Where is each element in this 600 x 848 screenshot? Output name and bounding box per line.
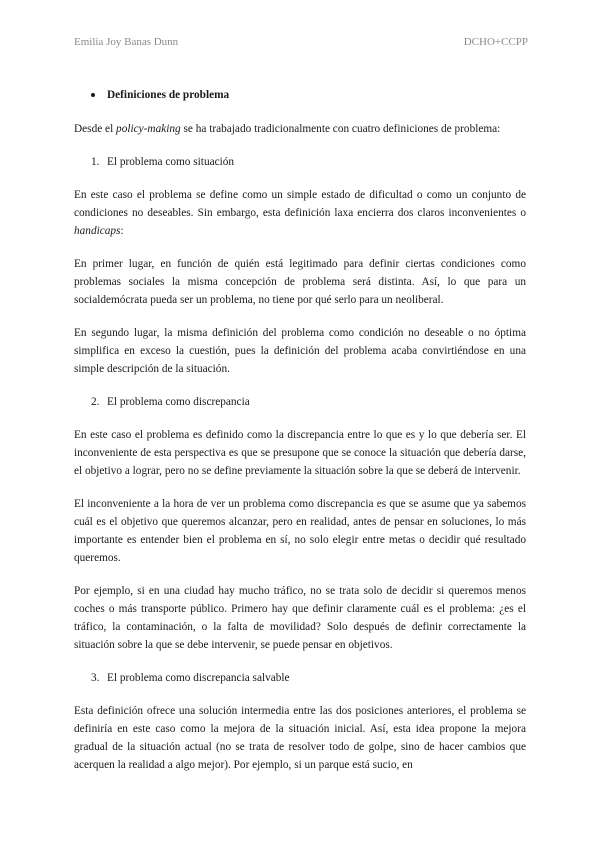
document-body [74, 86, 526, 789]
list-number: 2. [91, 396, 100, 408]
list-number: 1. [91, 156, 100, 168]
paragraph: En segundo lugar, la misma definición del problema como condición no deseable o no óptima simplifica en exceso la cuestión, pues la definición del problema acaba convirtiéndose en una simple descripción de la situación. [74, 327, 526, 375]
paragraph: Por ejemplo, si en una ciudad hay mucho tráfico, no se trata solo de decidir si queremos menos coches o más transporte público. Primero hay que definir claramente cuál es el problema: ¿es el tráfico, la contaminación, o la falta de movilidad? Solo después de definir correctamente la situación sobre la que se debe intervenir, se puede pensar en objetivos. [74, 585, 526, 651]
heading-text: Definiciones de problema [107, 89, 230, 101]
intro-text-before: Desde el [74, 123, 117, 135]
intro-paragraph [74, 120, 526, 138]
bullet-icon [91, 93, 95, 97]
paragraph-text: En este caso el problema se define como un simple estado de dificultad o como un conjunto de condiciones no deseables. Sin embargo, esta definición laxa encierra dos claros inconvenientes o [74, 189, 526, 219]
list-title: El problema como discrepancia [107, 396, 250, 408]
paragraph: El inconveniente a la hora de ver un problema como discrepancia es que se asume que ya sabemos cuál es el objetivo que queremos alcanzar, pero en realidad, antes de pensar en soluciones, lo más importante es entender bien el problema en sí, no solo elegir entre metas o decidir qué resultado queremos. [74, 498, 526, 564]
page-header [74, 36, 528, 48]
paragraph: Esta definición ofrece una solución intermedia entre las dos posiciones anteriores, el problema se definiría en este caso como la mejora de la situación inicial. Así, esta idea propone la mejora gradual de la situación actual (no se trata de resolver todo de golpe, sino de hacer cambios que acerquen la realidad a algo mejor). Por ejemplo, si un parque está sucio, en [74, 705, 526, 771]
list-item-1 [91, 153, 526, 171]
list-item-3 [91, 669, 526, 687]
list-number: 3. [91, 672, 100, 684]
paragraph-term: handicaps [74, 225, 121, 237]
list-title: El problema como discrepancia salvable [107, 672, 290, 684]
section-heading [91, 86, 526, 104]
intro-text-after: se ha trabajado tradicionalmente con cuatro definiciones de problema: [180, 123, 501, 135]
paragraph: En primer lugar, en función de quién está legitimado para definir ciertas condiciones como problemas sociales la misma concepción de problema será distinta. Así, lo que para un socialdemócrata pueda ser un problema, no tiene por qué serlo para un neoliberal. [74, 258, 526, 306]
list-item-2 [91, 393, 526, 411]
list-title: El problema como situación [107, 156, 235, 168]
intro-term: policy-making [116, 123, 181, 135]
paragraph-text-end: : [120, 225, 124, 237]
paragraph [74, 186, 526, 240]
paragraph: En este caso el problema es definido como la discrepancia entre lo que es y lo que debería ser. El inconveniente de esta perspectiva es que se presupone que se conoce la situación que debería darse, el objetivo a lograr, pero no se define previamente la situación sobre la que se deberá de intervenir. [74, 429, 526, 477]
header-author: Emilia Joy Banas Dunn [74, 36, 179, 48]
header-course: DCHO+CCPP [463, 36, 528, 48]
